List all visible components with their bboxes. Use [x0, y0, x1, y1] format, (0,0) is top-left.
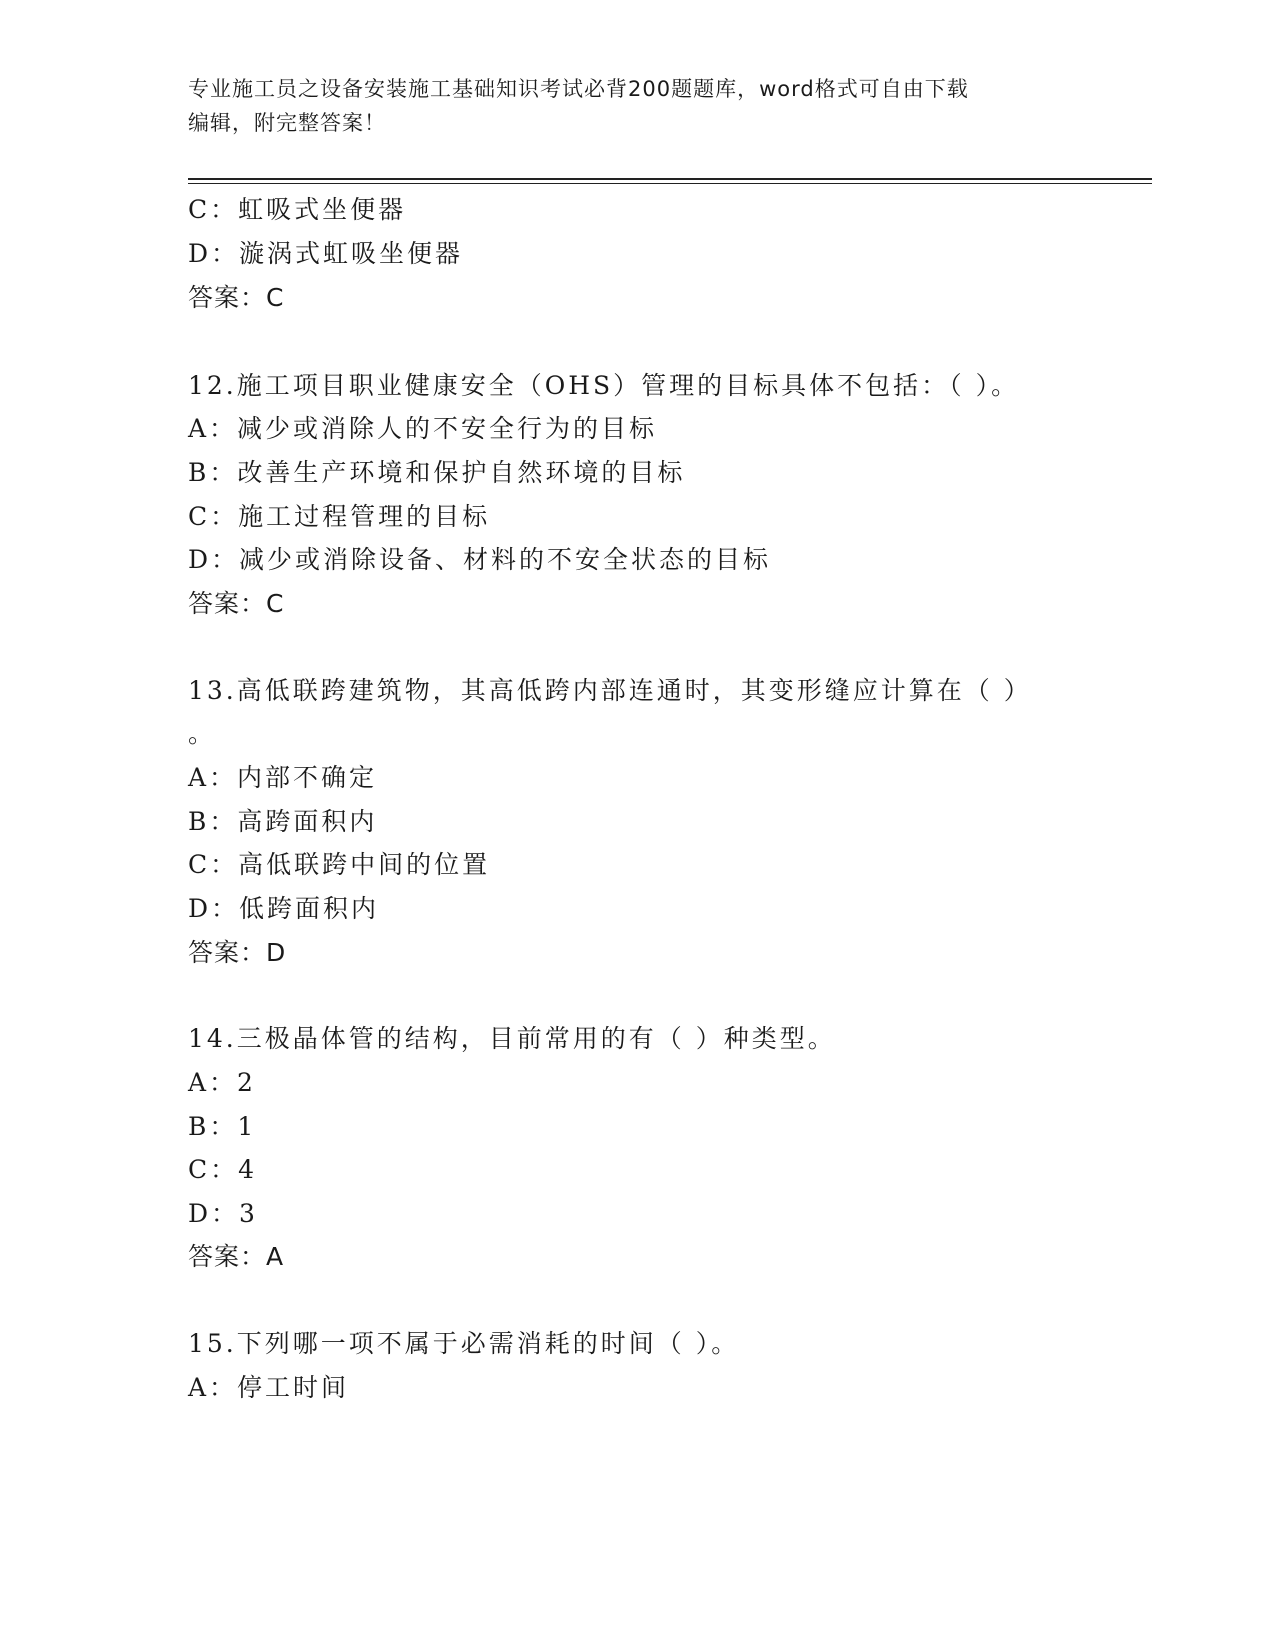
q14-option-d: D：3: [188, 1199, 258, 1228]
q12-option-a: A：减少或消除人的不安全行为的目标: [188, 414, 658, 443]
q13-question-line-1: 13.高低联跨建筑物，其高低跨内部连通时，其变形缝应计算在（ ）: [188, 676, 1032, 705]
q13-answer: 答案：D: [188, 938, 287, 967]
q13-option-a: A：内部不确定: [188, 763, 378, 792]
document-header: [188, 72, 1088, 140]
q14-answer: 答案：A: [188, 1242, 285, 1271]
q12-question: 12.施工项目职业健康安全（OHS）管理的目标具体不包括：（ ）。: [188, 371, 1020, 400]
q15-question: 15.下列哪一项不属于必需消耗的时间（ ）。: [188, 1329, 740, 1358]
q14-option-c: C：4: [188, 1155, 258, 1184]
q12-answer: 答案：C: [188, 589, 285, 618]
q14-option-a: A：2: [188, 1068, 256, 1097]
q14-option-b: B：1: [188, 1112, 257, 1141]
q11-option-c: C：虹吸式坐便器: [188, 195, 407, 224]
q12-option-b: B：改善生产环境和保护自然环境的目标: [188, 458, 686, 487]
q12-option-c: C：施工过程管理的目标: [188, 502, 491, 531]
q13-option-b: B：高跨面积内: [188, 807, 378, 836]
q11-option-d: D：漩涡式虹吸坐便器: [188, 239, 464, 268]
q13-question-line-2: 。: [188, 719, 217, 748]
header-line-1: 专业施工员之设备安装施工基础知识考试必背200题题库，word格式可自由下载: [188, 77, 969, 101]
q12-option-d: D：减少或消除设备、材料的不安全状态的目标: [188, 545, 772, 574]
q11-answer: 答案：C: [188, 283, 285, 312]
header-divider-thin: [188, 183, 1152, 184]
q13-option-d: D：低跨面积内: [188, 894, 380, 923]
q14-question: 14.三极晶体管的结构，目前常用的有（ ）种类型。: [188, 1024, 836, 1053]
header-line-2: 编辑，附完整答案！: [188, 111, 386, 135]
header-divider-thick: [188, 178, 1152, 180]
q13-option-c: C：高低联跨中间的位置: [188, 850, 491, 879]
q15-option-a: A：停工时间: [188, 1373, 350, 1402]
